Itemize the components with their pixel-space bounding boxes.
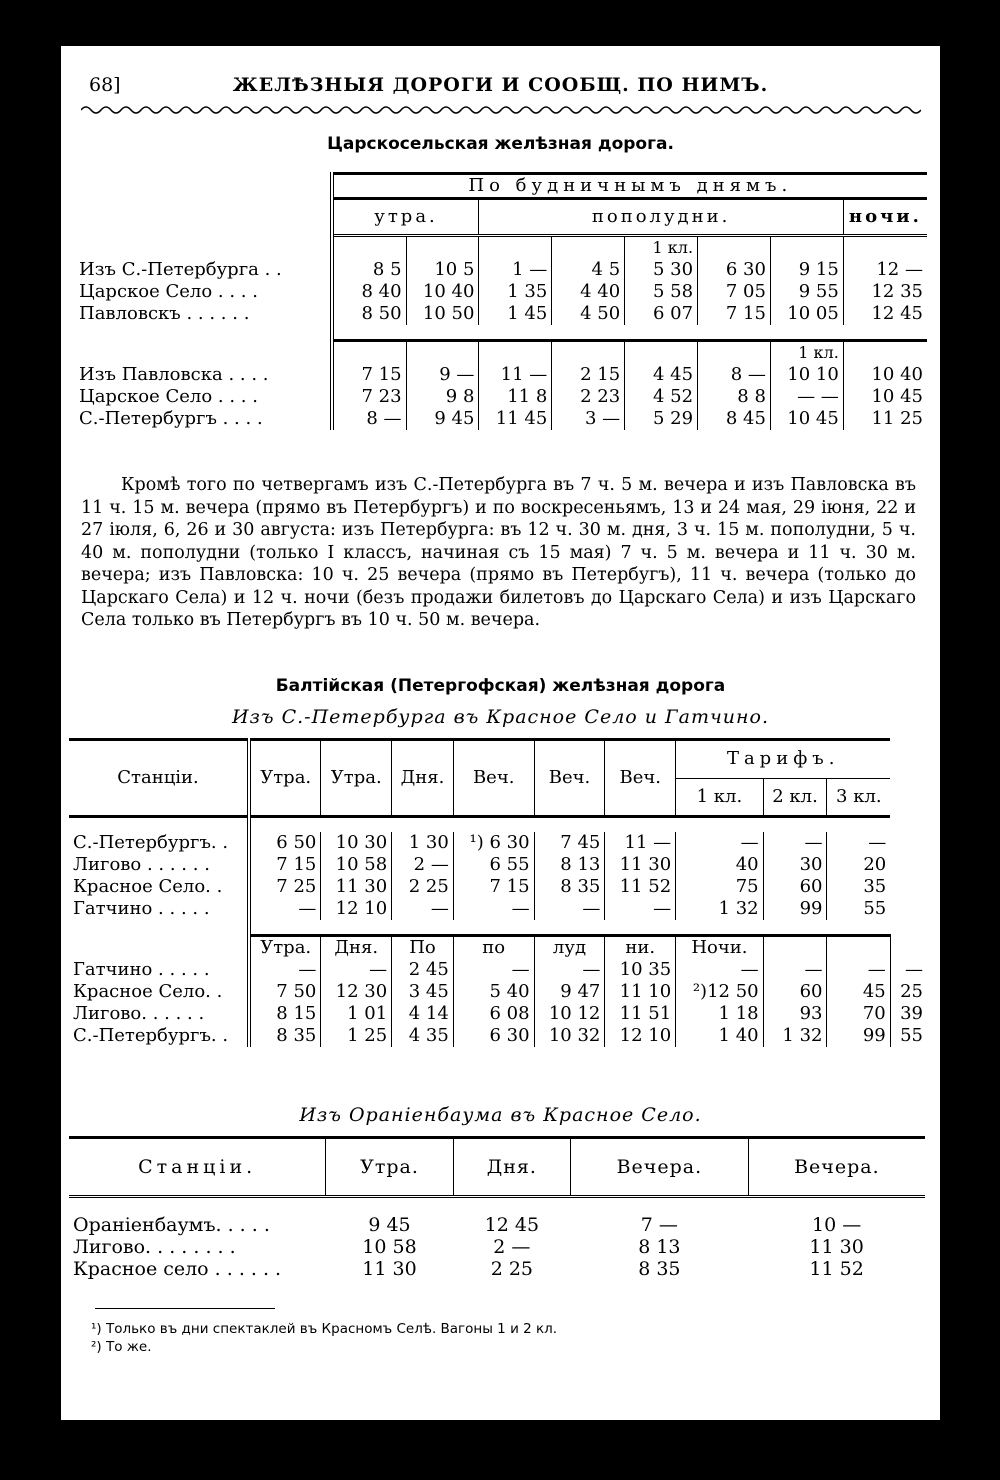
station-name: Изъ Павловска . . . .: [75, 364, 332, 386]
page-number: 68]: [89, 74, 121, 96]
time-cell: 8 —: [366, 408, 402, 429]
time-cell: 2 —: [392, 854, 454, 876]
time-cell: 1 32: [763, 1025, 827, 1047]
baltic-back-rows: [69, 959, 927, 1047]
table-row: [75, 281, 927, 303]
time-cell: —: [763, 959, 827, 981]
time-cell: —: [249, 959, 321, 981]
time-cell: 10 45: [770, 408, 843, 430]
class-note: 1 кл.: [625, 236, 698, 260]
time-cell: 1 25: [321, 1025, 392, 1047]
back-time-header: ни.: [605, 936, 676, 960]
time-cell: 4 45: [625, 364, 698, 386]
time-cell: 8 35: [534, 876, 605, 898]
table-row: [69, 854, 927, 876]
tsarskoye-note: Кромѣ того по четвергамъ изъ С.-Петербурга въ 7 ч. 5 м. вечера и изъ Павловска въ 11 ч. 15 м. вечера (прямо въ Петербургъ) и по воскресеньямъ, 13 и 24 мая, 29 iюня, 22 и 27 iюля, 6, 26 и 30 августа: изъ Петербурга: въ 12 ч. 30 м. дня, 3 ч. 15 м. пополудни, 5 ч. 40 м. пополудни (только I классъ, начиная съ 15 мая) 7 ч. 5 м. вечера и 11 ч. 30 м. вечера; изъ Павловска: 10 ч. 25 вечера (прямо въ Петербугъ), 11 ч. вечера (только до Царскаго Села) и 12 ч. ночи (безъ продажи билетовъ до Царскаго Села) и изъ Царскаго Села только въ Петербургъ въ 10 ч. 50 м. вечера.: [81, 475, 916, 630]
time-cell: 9 47: [534, 981, 605, 1003]
time-cell: 11 30: [809, 1236, 864, 1258]
time-cell: 11 51: [605, 1003, 676, 1025]
back-time-header: По: [392, 936, 454, 960]
time-cell: —: [827, 832, 890, 854]
time-cell: 7 15: [698, 303, 771, 325]
time-cell: 12 45: [484, 1214, 540, 1236]
time-cell: 20: [827, 854, 890, 876]
station-name: С.-Петербургъ. .: [69, 832, 249, 854]
time-cell: 7 23: [361, 386, 402, 407]
time-cell: 60: [763, 981, 827, 1003]
time-cell: 11 —: [479, 364, 552, 386]
time-cell: 55: [890, 1025, 927, 1047]
tsarskoye-table: [75, 172, 927, 430]
time-cell: 6 50: [249, 832, 321, 854]
time-cell: 12 —: [843, 259, 927, 281]
tsarskoye-out-rows: [75, 259, 927, 325]
time-cell: 1 30: [392, 832, 454, 854]
time-cell: 1 —: [479, 259, 552, 281]
time-cell: 2 25: [392, 876, 454, 898]
station-name: Лигово. . . . . . . .: [73, 1236, 236, 1258]
time-cell: 1 32: [676, 898, 763, 920]
time-cell: 9 45: [368, 1214, 411, 1236]
time-cell: 11 52: [809, 1258, 864, 1280]
tariff-class: 1 кл.: [676, 778, 763, 817]
class-note-2: 1 кл.: [770, 341, 843, 365]
time-cell: 7 15: [361, 364, 402, 385]
time-cell: —: [392, 898, 454, 920]
table-row: [69, 1003, 927, 1025]
time-cell: 6 07: [625, 303, 698, 325]
station-name: С.-Петербургъ. .: [69, 1025, 249, 1047]
group-morning: утра.: [332, 199, 479, 236]
time-cell: —: [534, 959, 605, 981]
time-cell: 70: [827, 1003, 890, 1025]
oranienbaum-subtitle: Изъ Ораніенбаума въ Красное Село.: [299, 1104, 702, 1126]
time-cell: 55: [827, 898, 890, 920]
baltic-back-header: [69, 936, 927, 960]
time-cell: —: [321, 959, 392, 981]
station-name: Гатчино . . . . .: [69, 959, 249, 981]
station-name: Красное Село. .: [69, 876, 249, 898]
time-cell: 6 08: [453, 1003, 534, 1025]
time-cell: 11 10: [605, 981, 676, 1003]
time-cell: 1 18: [676, 1003, 763, 1025]
time-cell: 8 40: [361, 281, 402, 302]
time-cell: 12 30: [321, 981, 392, 1003]
time-cell: ¹) 6 30: [453, 832, 534, 854]
col-header: Вечера.: [571, 1138, 749, 1197]
running-title: ЖЕЛѢЗНЫЯ ДОРОГИ И СООБЩ. ПО НИМЪ.: [232, 74, 769, 96]
time-cell: 4 52: [625, 386, 698, 408]
time-cell: 10 40: [406, 281, 479, 303]
table-row: [69, 832, 927, 854]
station-name: Лигово . . . . . .: [69, 854, 249, 876]
time-cell: 4 35: [392, 1025, 454, 1047]
time-cell: 10 40: [843, 364, 927, 386]
time-cell: 1 01: [321, 1003, 392, 1025]
time-header: Утра.: [321, 740, 392, 817]
time-cell: 2 15: [552, 364, 625, 386]
time-cell: 2 25: [490, 1258, 533, 1280]
running-head: [89, 74, 912, 96]
time-cell: 11 —: [605, 832, 676, 854]
time-cell: 3 45: [392, 981, 454, 1003]
col-header: Станцiи.: [69, 1138, 326, 1197]
time-cell: 8 15: [249, 1003, 321, 1025]
time-cell: 60: [763, 876, 827, 898]
table-row: [75, 408, 927, 430]
time-cell: —: [763, 832, 827, 854]
table-row: [69, 898, 927, 920]
time-cell: 9 55: [770, 281, 843, 303]
time-cell: 8 13: [534, 854, 605, 876]
time-cell: 12 45: [843, 303, 927, 325]
time-cell: 10 58: [362, 1236, 417, 1258]
time-cell: 11 30: [605, 854, 676, 876]
time-header: Веч.: [534, 740, 605, 817]
names-header-blank: [75, 174, 332, 260]
station-name: С.-Петербургъ . . . .: [75, 408, 332, 430]
time-cell: 35: [827, 876, 890, 898]
station-name: Гатчино . . . . .: [69, 898, 249, 920]
time-cell: 3 —: [552, 408, 625, 430]
table-row: [75, 364, 927, 386]
table-row: [69, 959, 927, 981]
time-cell: 7 —: [640, 1214, 678, 1236]
time-cell: 2 —: [493, 1236, 531, 1258]
station-name: Красное село . . . . . .: [73, 1258, 282, 1280]
table-row: [69, 1214, 925, 1236]
time-cell: 12 10: [321, 898, 392, 920]
baltic-out-rows: [69, 832, 927, 920]
time-cell: 7 25: [249, 876, 321, 898]
baltic-title: Балтiйская (Петергофская) желѣзная дорога: [275, 676, 726, 696]
oranienbaum-rows: [69, 1214, 925, 1280]
time-cell: —: [605, 898, 676, 920]
time-cell: 1 35: [479, 281, 552, 303]
time-cell: 8 50: [361, 303, 402, 324]
time-cell: —: [453, 898, 534, 920]
time-cell: 25: [890, 981, 927, 1003]
time-cell: 10 —: [811, 1214, 862, 1236]
oranienbaum-table: [69, 1136, 925, 1280]
time-cell: 8 —: [698, 364, 771, 386]
station-name: Ораніенбаумъ. . . . .: [73, 1214, 270, 1236]
time-cell: 10 5: [406, 259, 479, 281]
table-row: [69, 1258, 925, 1280]
time-header: Дня.: [392, 740, 454, 817]
time-cell: 11 30: [362, 1258, 417, 1280]
time-cell: 39: [890, 1003, 927, 1025]
time-cell: —: [453, 959, 534, 981]
tariff-header: Тарифъ.: [676, 740, 891, 779]
time-cell: 11 25: [843, 408, 927, 430]
time-cell: 10 58: [321, 854, 392, 876]
tariff-blank: [890, 936, 927, 960]
time-cell: 8 13: [638, 1236, 681, 1258]
time-cell: 2 45: [392, 959, 454, 981]
footnotes: [91, 1320, 557, 1356]
time-cell: 6 55: [453, 854, 534, 876]
stations-header: Станцiи.: [69, 740, 249, 817]
time-cell: 99: [763, 898, 827, 920]
time-cell: 75: [676, 876, 763, 898]
time-cell: — —: [770, 386, 843, 408]
time-cell: 6 30: [453, 1025, 534, 1047]
time-cell: 45: [827, 981, 890, 1003]
time-cell: 8 8: [698, 386, 771, 408]
station-name: Изъ С.-Петербурга . .: [75, 259, 332, 281]
back-time-header: Ночи.: [676, 936, 763, 960]
time-cell: —: [534, 898, 605, 920]
tariff-blank: [827, 936, 890, 960]
time-cell: 8 35: [249, 1025, 321, 1047]
time-cell: 12 35: [843, 281, 927, 303]
station-name: Красное Село. .: [69, 981, 249, 1003]
table-row: [75, 386, 927, 408]
time-cell: 5 30: [625, 259, 698, 281]
footnote-rule: [95, 1308, 275, 1309]
weekday-header: По будничнымъ днямъ.: [332, 174, 927, 199]
time-header: Веч.: [453, 740, 534, 817]
time-cell: 6 30: [698, 259, 771, 281]
time-cell: 9 45: [406, 408, 479, 430]
time-cell: ²)12 50: [676, 981, 763, 1003]
table-row: [69, 1025, 927, 1047]
time-cell: 4 14: [392, 1003, 454, 1025]
time-cell: 9 —: [406, 364, 479, 386]
station-name: Павловскъ . . . . . .: [75, 303, 332, 325]
time-cell: 11 52: [605, 876, 676, 898]
time-cell: 8 45: [698, 408, 771, 430]
time-cell: 11 45: [479, 408, 552, 430]
time-cell: 9 8: [406, 386, 479, 408]
table-row: [69, 981, 927, 1003]
time-cell: 93: [763, 1003, 827, 1025]
wavy-rule: [81, 104, 921, 116]
back-time-header: Дня.: [321, 936, 392, 960]
time-cell: 11 30: [321, 876, 392, 898]
col-header: Дня.: [453, 1138, 570, 1197]
baltic-table: [69, 738, 927, 1047]
time-cell: —: [890, 959, 927, 981]
time-cell: 5 58: [625, 281, 698, 303]
time-header: Утра.: [249, 740, 321, 817]
time-cell: 99: [827, 1025, 890, 1047]
time-cell: 8 35: [638, 1258, 681, 1280]
time-cell: 5 40: [453, 981, 534, 1003]
time-cell: 7 15: [249, 854, 321, 876]
time-cell: —: [676, 832, 763, 854]
page: [58, 46, 942, 1420]
time-cell: 30: [763, 854, 827, 876]
baltic-subtitle: Изъ С.-Петербурга въ Красное Село и Гатчино.: [231, 706, 770, 728]
station-name: Царское Село . . . .: [75, 281, 332, 303]
time-cell: 10 45: [843, 386, 927, 408]
time-header: Веч.: [605, 740, 676, 817]
table-row: [69, 1236, 925, 1258]
time-cell: 2 23: [552, 386, 625, 408]
footnote-2: ²) То же.: [91, 1339, 152, 1355]
time-cell: 10 05: [770, 303, 843, 325]
time-cell: 10 32: [534, 1025, 605, 1047]
table-row: [75, 259, 927, 281]
time-cell: —: [827, 959, 890, 981]
col-header: Утра.: [326, 1138, 453, 1197]
time-cell: —: [249, 898, 321, 920]
footnote-1: ¹) Только въ дни спектаклей въ Красномъ Селѣ. Вагоны 1 и 2 кл.: [91, 1321, 558, 1337]
tariff-class: 3 кл.: [827, 778, 890, 817]
time-cell: —: [676, 959, 763, 981]
tsarskoye-back-rows: [75, 364, 927, 430]
tsarskoye-title: Царскосельская желѣзная дорога.: [327, 134, 674, 154]
tariff-blank: [763, 936, 827, 960]
group-afternoon: пополудни.: [479, 199, 843, 236]
back-time-header: луд: [534, 936, 605, 960]
time-cell: 10 10: [770, 364, 843, 386]
time-cell: 10 12: [534, 1003, 605, 1025]
time-cell: 11 8: [479, 386, 552, 408]
time-cell: 7 45: [534, 832, 605, 854]
time-cell: 10 35: [605, 959, 676, 981]
time-cell: 5 29: [625, 408, 698, 430]
time-cell: 4 5: [552, 259, 625, 281]
group-night: ночи.: [843, 199, 927, 236]
back-time-header: Утра.: [249, 936, 321, 960]
time-cell: 10 30: [321, 832, 392, 854]
col-header: Вечера.: [748, 1138, 925, 1197]
time-cell: 1 45: [479, 303, 552, 325]
station-name: Царское Село . . . .: [75, 386, 332, 408]
table-row: [69, 876, 927, 898]
time-cell: 1 40: [676, 1025, 763, 1047]
time-cell: 7 15: [453, 876, 534, 898]
table-row: [75, 303, 927, 325]
time-cell: 40: [676, 854, 763, 876]
back-time-header: по: [453, 936, 534, 960]
time-cell: 9 15: [770, 259, 843, 281]
time-cell: 7 50: [249, 981, 321, 1003]
time-cell: 8 5: [372, 259, 402, 280]
time-cell: 12 10: [605, 1025, 676, 1047]
time-cell: 4 40: [552, 281, 625, 303]
station-name: Лигово. . . . . .: [69, 1003, 249, 1025]
time-cell: 4 50: [552, 303, 625, 325]
time-cell: 7 05: [698, 281, 771, 303]
tariff-class: 2 кл.: [763, 778, 827, 817]
time-cell: 10 50: [406, 303, 479, 325]
